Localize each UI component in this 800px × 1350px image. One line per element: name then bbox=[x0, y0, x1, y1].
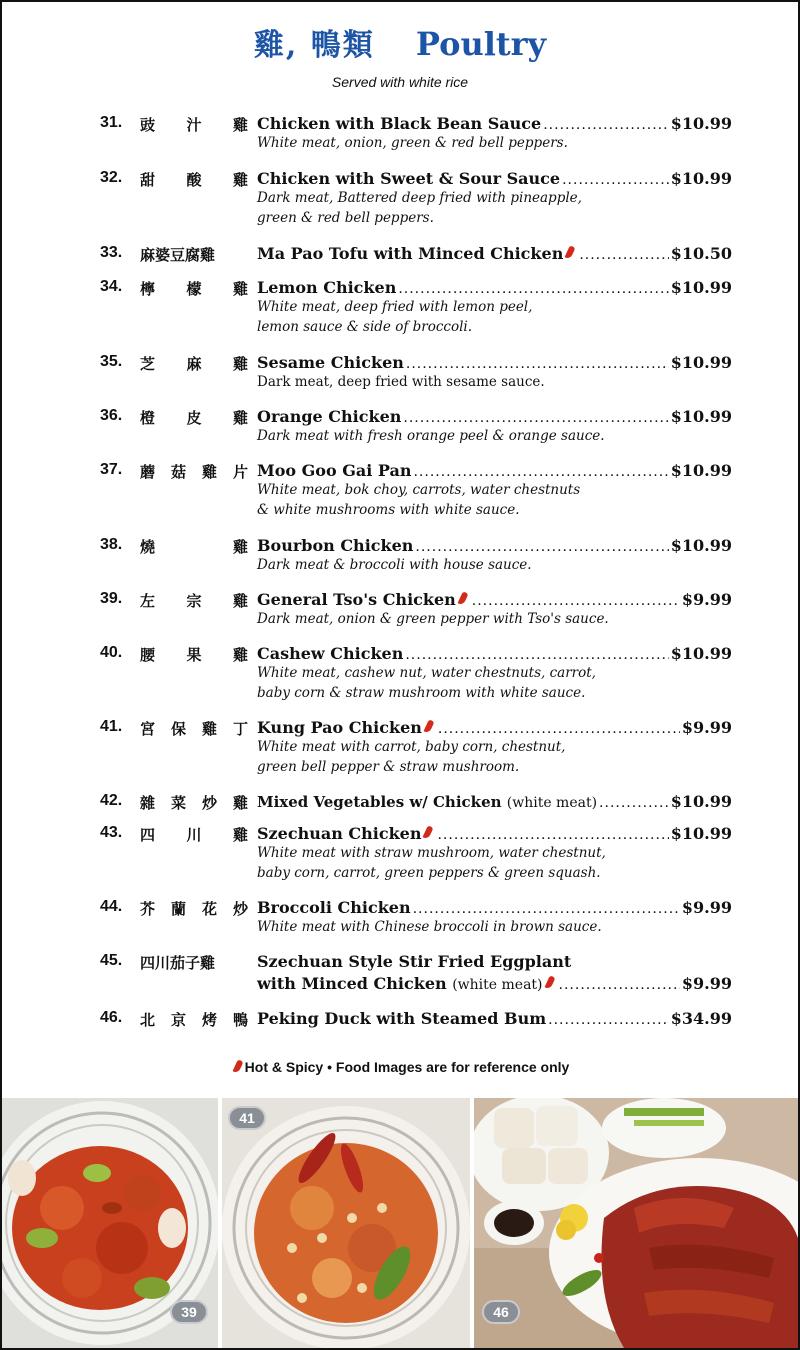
item-chinese-name: 橙 皮 雞 bbox=[140, 409, 248, 427]
hot-spicy-legend: Hot & Spicy bbox=[244, 1059, 324, 1075]
hot-spicy-icon bbox=[423, 825, 434, 839]
food-photo-39 bbox=[2, 1098, 218, 1348]
item-number: 38. bbox=[100, 536, 123, 553]
item-chinese-name: 北 京 烤 鴨 bbox=[140, 1011, 248, 1029]
item-price: $9.99 bbox=[681, 590, 732, 609]
item-chinese-name: 檸 檬 雞 bbox=[140, 280, 248, 298]
footer-note: Food Images are for reference only bbox=[335, 1059, 570, 1075]
item-price: $10.99 bbox=[670, 461, 732, 480]
item-description: White meat, onion, green & red bell peppers. bbox=[257, 135, 568, 151]
item-name: Szechuan Chicken bbox=[257, 824, 422, 843]
item-name: Peking Duck with Steamed Bum bbox=[257, 1009, 547, 1028]
item-description: Dark meat, Battered deep fried with pineapple, bbox=[257, 190, 582, 206]
item-number: 43. bbox=[100, 824, 123, 841]
item-name: Kung Pao Chicken bbox=[257, 718, 422, 737]
item-name: Lemon Chicken bbox=[257, 278, 397, 297]
item-name-line2: with Minced Chicken bbox=[257, 974, 447, 993]
food-photo-46 bbox=[474, 1098, 798, 1348]
hot-spicy-icon bbox=[232, 1059, 243, 1073]
item-name: Chicken with Sweet & Sour Sauce bbox=[257, 169, 561, 188]
item-description: White meat, bok choy, carrots, water chestnuts bbox=[257, 482, 581, 498]
item-number: 42. bbox=[100, 792, 123, 809]
item-price: $9.99 bbox=[681, 718, 732, 737]
item-description: green & red bell peppers. bbox=[257, 210, 434, 226]
item-name: Szechuan Style Stir Fried Eggplant bbox=[257, 952, 572, 971]
hot-spicy-icon bbox=[565, 245, 576, 259]
item-description: green bell pepper & straw mushroom. bbox=[257, 759, 520, 775]
item-name: Orange Chicken bbox=[257, 407, 402, 426]
item-chinese-name: 麻婆豆腐雞 bbox=[140, 246, 216, 264]
title-english: Poultry bbox=[415, 25, 547, 63]
item-name: Broccoli Chicken bbox=[257, 898, 411, 917]
item-chinese-name: 四 川 雞 bbox=[140, 826, 248, 844]
hot-spicy-icon bbox=[457, 591, 468, 605]
item-number: 46. bbox=[100, 1009, 123, 1026]
item-number: 41. bbox=[100, 718, 123, 735]
hot-spicy-icon bbox=[423, 719, 434, 733]
item-description: Dark meat, onion & green pepper with Tso's sauce. bbox=[257, 611, 609, 627]
item-number: 35. bbox=[100, 353, 123, 370]
photo-badge: 41 bbox=[228, 1106, 266, 1130]
item-chinese-name: 燒 雞 bbox=[140, 538, 248, 556]
item-price: $34.99 bbox=[670, 1009, 732, 1028]
item-price: $9.99 bbox=[681, 898, 732, 917]
item-price: $9.99 bbox=[681, 974, 732, 993]
item-name-note: (white meat) bbox=[506, 795, 598, 811]
item-number: 32. bbox=[100, 169, 123, 186]
photo-badge: 39 bbox=[170, 1300, 208, 1324]
item-number: 31. bbox=[100, 114, 123, 131]
item-price: $10.99 bbox=[670, 278, 732, 297]
item-description: White meat with carrot, baby corn, chestnut, bbox=[257, 739, 566, 755]
item-chinese-name: 芥 蘭 花 炒 bbox=[140, 900, 248, 918]
item-number: 40. bbox=[100, 644, 123, 661]
item-description: & white mushrooms with white sauce. bbox=[257, 502, 520, 518]
item-description: baby corn, carrot, green peppers & green squash. bbox=[257, 865, 601, 881]
item-chinese-name: 左 宗 雞 bbox=[140, 592, 248, 610]
item-description: Dark meat, deep fried with sesame sauce. bbox=[257, 374, 545, 390]
item-description: Dark meat & broccoli with house sauce. bbox=[257, 557, 532, 573]
item-name: Mixed Vegetables w/ Chicken bbox=[257, 793, 502, 811]
item-name: General Tso's Chicken bbox=[257, 590, 456, 609]
item-chinese-name: 雜 菜 炒 雞 bbox=[140, 794, 248, 812]
item-name: Moo Goo Gai Pan bbox=[257, 461, 412, 480]
item-price: $10.99 bbox=[670, 792, 732, 811]
item-chinese-name: 芝 麻 雞 bbox=[140, 355, 248, 373]
menu-header bbox=[2, 20, 798, 64]
title-chinese: 雞, 鴨類 bbox=[253, 28, 375, 63]
item-description: White meat with Chinese broccoli in brown sauce. bbox=[257, 919, 602, 935]
item-name: Chicken with Black Bean Sauce bbox=[257, 114, 542, 133]
item-chinese-name: 四川茄子雞 bbox=[140, 954, 216, 972]
item-name: Cashew Chicken bbox=[257, 644, 404, 663]
item-price: $10.99 bbox=[670, 407, 732, 426]
item-description: Dark meat with fresh orange peel & orange sauce. bbox=[257, 428, 605, 444]
item-price: $10.99 bbox=[670, 169, 732, 188]
photo-badge: 46 bbox=[482, 1300, 520, 1324]
item-number: 36. bbox=[100, 407, 123, 424]
item-chinese-name: 豉 汁 雞 bbox=[140, 116, 248, 134]
item-description: White meat, deep fried with lemon peel, bbox=[257, 299, 533, 315]
food-photo-41 bbox=[222, 1098, 470, 1348]
subtitle: Served with white rice bbox=[331, 74, 469, 90]
item-name: Sesame Chicken bbox=[257, 353, 404, 372]
hot-spicy-icon bbox=[544, 975, 555, 989]
item-description: lemon sauce & side of broccoli. bbox=[257, 319, 473, 335]
item-price: $10.99 bbox=[670, 644, 732, 663]
item-chinese-name: 腰 果 雞 bbox=[140, 646, 248, 664]
item-price: $10.50 bbox=[670, 244, 732, 263]
item-description: baby corn & straw mushroom with white sauce. bbox=[257, 685, 586, 701]
item-description: White meat with straw mushroom, water chestnut, bbox=[257, 845, 606, 861]
item-price: $10.99 bbox=[670, 353, 732, 372]
item-price: $10.99 bbox=[670, 536, 732, 555]
item-number: 45. bbox=[100, 952, 123, 969]
item-price: $10.99 bbox=[670, 824, 732, 843]
item-description: White meat, cashew nut, water chestnuts, carrot, bbox=[257, 665, 596, 681]
item-chinese-name: 甜 酸 雞 bbox=[140, 171, 248, 189]
item-price: $10.99 bbox=[670, 114, 732, 133]
item-name: Bourbon Chicken bbox=[257, 536, 414, 555]
footer-separator: • bbox=[327, 1059, 333, 1075]
item-number: 44. bbox=[100, 898, 123, 915]
item-chinese-name: 宮 保 雞 丁 bbox=[140, 720, 248, 738]
item-name: Ma Pao Tofu with Minced Chicken bbox=[257, 244, 564, 263]
menu-footer bbox=[2, 1059, 798, 1075]
item-name-note: (white meat) bbox=[452, 977, 543, 993]
item-chinese-name: 蘑 菇 雞 片 bbox=[140, 463, 248, 481]
item-number: 34. bbox=[100, 278, 123, 295]
item-number: 39. bbox=[100, 590, 123, 607]
item-number: 37. bbox=[100, 461, 123, 478]
item-number: 33. bbox=[100, 244, 123, 261]
